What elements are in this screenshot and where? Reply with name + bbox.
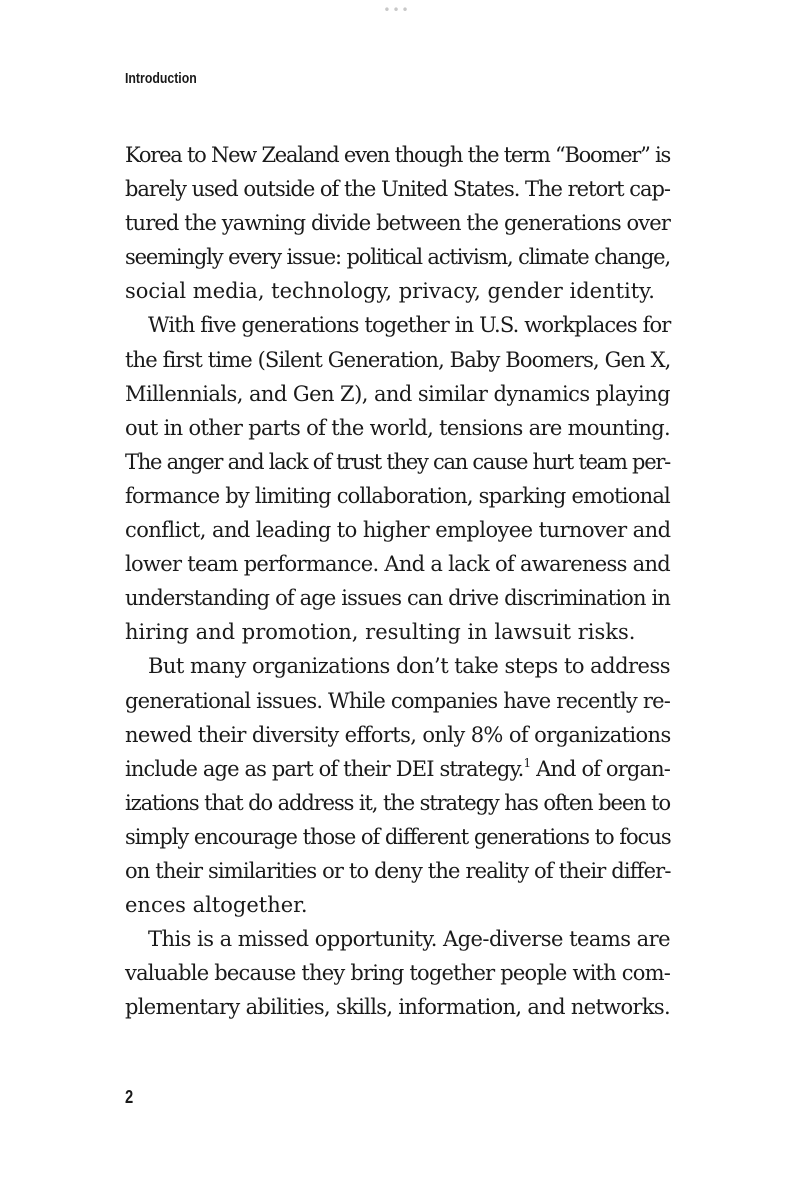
page-number: 2	[125, 1087, 134, 1107]
text-line: formance by limiting collaboration, sparking emotional	[125, 483, 670, 508]
text-line: Korea to New Zealand even though the term “Boomer” is	[125, 143, 671, 167]
body-text	[125, 138, 670, 1024]
text-line: Millennials, and Gen Z), and similar dynamics playing	[125, 381, 670, 406]
text-line: on their similarities or to deny the reality of their differ-	[125, 858, 671, 883]
paragraph-2	[125, 308, 670, 649]
text-line-with-footnote	[125, 752, 670, 786]
top-dots: •••	[383, 3, 411, 17]
running-head: Introduction	[125, 70, 197, 87]
text-line: hiring and promotion, resulting in lawsuit risks.	[125, 620, 636, 645]
text-line: understanding of age issues can drive discrimination in	[125, 586, 671, 611]
paragraph-3	[125, 649, 670, 922]
footnote-marker: 1	[523, 755, 531, 770]
text-line: The anger and lack of trust they can cause hurt team per-	[125, 449, 670, 474]
text-line: seemingly every issue: political activism, climate change,	[125, 245, 670, 270]
text-line: barely used outside of the United States. The retort cap-	[125, 177, 671, 202]
text-line: simply encourage those of different generations to focus	[125, 824, 671, 849]
text-line: newed their diversity efforts, only 8% of organizations	[125, 722, 671, 747]
paragraph-4	[125, 922, 670, 1024]
text-line: lower team performance. And a lack of awareness and	[125, 552, 671, 577]
text-line: But many organizations don’t take steps to address	[148, 654, 670, 679]
text-line: ences altogether.	[125, 893, 308, 918]
text-line: generational issues. While companies have recently re-	[125, 688, 670, 713]
text-line: tured the yawning divide between the generations over	[125, 211, 670, 236]
text-line: social media, technology, privacy, gender identity.	[125, 279, 655, 304]
text-line: valuable because they bring together people with com-	[125, 961, 670, 986]
text-line: out in other parts of the world, tensions are mounting.	[125, 415, 670, 440]
text-fragment: And of organ-	[530, 756, 671, 781]
text-line: izations that do address it, the strategy has often been to	[125, 790, 670, 815]
text-line: This is a missed opportunity. Age-diverse teams are	[148, 927, 670, 952]
text-line: With five generations together in U.S. workplaces for	[148, 313, 671, 338]
text-fragment: include age as part of their DEI strategy.	[125, 756, 524, 781]
text-line: conflict, and leading to higher employee turnover and	[125, 518, 671, 543]
paragraph-1	[125, 138, 670, 308]
text-line: plementary abilities, skills, information, and networks.	[125, 995, 670, 1020]
text-line: the first time (Silent Generation, Baby Boomers, Gen X,	[125, 347, 671, 372]
